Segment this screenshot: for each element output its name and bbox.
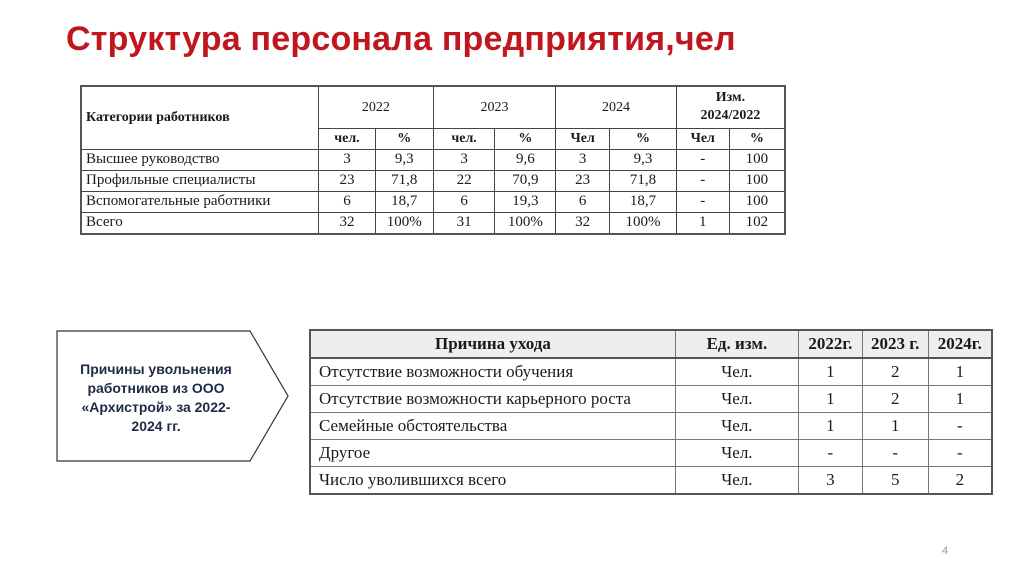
subheader: Чел: [676, 128, 729, 149]
header-year-2022: 2022: [319, 86, 434, 128]
header-reason: Причина ухода: [310, 330, 675, 358]
header-year-2024: 2024: [556, 86, 677, 128]
value-cell: 2: [862, 386, 928, 413]
subheader: %: [495, 128, 556, 149]
table-row: [310, 386, 992, 413]
cell: -: [676, 191, 729, 212]
value-cell: 2: [928, 467, 992, 495]
table-row: [81, 191, 785, 212]
table-row: [310, 358, 992, 386]
header-change-line2: 2024/2022: [700, 108, 761, 124]
staff-structure-table: [80, 85, 786, 235]
value-cell: -: [928, 440, 992, 467]
table-row: [310, 413, 992, 440]
cell: 100%: [375, 212, 433, 234]
cell: -: [676, 149, 729, 170]
value-cell: -: [862, 440, 928, 467]
table-row: [81, 170, 785, 191]
cell: 9,3: [375, 149, 433, 170]
cell: 9,6: [495, 149, 556, 170]
reason-cell: Семейные обстоятельства: [310, 413, 675, 440]
cell: 32: [319, 212, 376, 234]
cell: 19,3: [495, 191, 556, 212]
value-cell: -: [928, 413, 992, 440]
cell: 18,7: [610, 191, 677, 212]
cell: 18,7: [375, 191, 433, 212]
table-row: [81, 212, 785, 234]
subheader: чел.: [433, 128, 495, 149]
value-cell: 1: [798, 358, 862, 386]
header-2022: 2022г.: [798, 330, 862, 358]
header-unit: Ед. изм.: [675, 330, 798, 358]
cell: 32: [556, 212, 610, 234]
cell: 1: [676, 212, 729, 234]
table-row: [310, 467, 992, 495]
header-change: [676, 86, 785, 128]
subheader: %: [375, 128, 433, 149]
subheader: %: [729, 128, 785, 149]
cell: 31: [433, 212, 495, 234]
cell: 6: [319, 191, 376, 212]
cell: 3: [556, 149, 610, 170]
header-category: Категории работников: [81, 86, 319, 149]
cell: 9,3: [610, 149, 677, 170]
cell: 71,8: [610, 170, 677, 191]
header-change-line1: Изм.: [715, 90, 746, 106]
cell: -: [676, 170, 729, 191]
value-cell: 1: [928, 358, 992, 386]
reason-cell: Другое: [310, 440, 675, 467]
cell: 100: [729, 149, 785, 170]
cell: 102: [729, 212, 785, 234]
cell: 22: [433, 170, 495, 191]
value-cell: 1: [798, 413, 862, 440]
header-year-2023: 2023: [433, 86, 556, 128]
row-category: Высшее руководство: [81, 149, 319, 170]
unit-cell: Чел.: [675, 440, 798, 467]
cell: 3: [319, 149, 376, 170]
subheader: чел.: [319, 128, 376, 149]
header-2023: 2023 г.: [862, 330, 928, 358]
value-cell: 1: [862, 413, 928, 440]
cell: 100: [729, 191, 785, 212]
unit-cell: Чел.: [675, 467, 798, 495]
reason-cell: Число уволившихся всего: [310, 467, 675, 495]
reason-cell: Отсутствие возможности обучения: [310, 358, 675, 386]
value-cell: 3: [798, 467, 862, 495]
unit-cell: Чел.: [675, 386, 798, 413]
dismissal-reasons-table: [309, 329, 993, 495]
cell: 23: [319, 170, 376, 191]
row-category: Вспомогательные работники: [81, 191, 319, 212]
page-number: 4: [942, 545, 949, 557]
table-row: [81, 149, 785, 170]
row-category: Профильные специалисты: [81, 170, 319, 191]
cell: 70,9: [495, 170, 556, 191]
cell: 23: [556, 170, 610, 191]
value-cell: -: [798, 440, 862, 467]
cell: 6: [556, 191, 610, 212]
row-category: Всего: [81, 212, 319, 234]
cell: 100%: [610, 212, 677, 234]
arrow-label: Причины увольнения работников из ООО «Архистрой» за 2022-2024 гг.: [80, 361, 232, 434]
value-cell: 2: [862, 358, 928, 386]
header-2024: 2024г.: [928, 330, 992, 358]
cell: 3: [433, 149, 495, 170]
page-title: Структура персонала предприятия,чел: [66, 20, 736, 58]
cell: 6: [433, 191, 495, 212]
subheader: %: [610, 128, 677, 149]
value-cell: 1: [928, 386, 992, 413]
reason-cell: Отсутствие возможности карьерного роста: [310, 386, 675, 413]
subheader: Чел: [556, 128, 610, 149]
value-cell: 1: [798, 386, 862, 413]
cell: 71,8: [375, 170, 433, 191]
unit-cell: Чел.: [675, 413, 798, 440]
cell: 100: [729, 170, 785, 191]
unit-cell: Чел.: [675, 358, 798, 386]
cell: 100%: [495, 212, 556, 234]
value-cell: 5: [862, 467, 928, 495]
table-row: [310, 440, 992, 467]
